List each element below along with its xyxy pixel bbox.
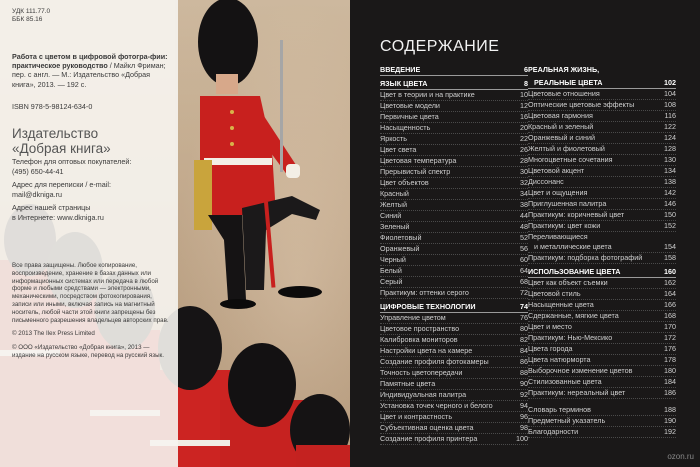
toc-entry-page: 92 <box>520 390 528 399</box>
toc-entry-page: 48 <box>520 222 528 231</box>
watermark: ozon.ru <box>667 452 694 461</box>
toc-entry[interactable] <box>380 313 528 324</box>
toc-entry[interactable] <box>380 211 528 222</box>
toc-entry-page: 34 <box>520 189 528 198</box>
toc-entry[interactable] <box>528 221 676 232</box>
toc-entry-title: Зеленый <box>380 222 410 231</box>
toc-entry-title: Желтый <box>380 200 407 209</box>
toc-entry-title: Управление цветом <box>380 313 446 322</box>
toc-entry[interactable] <box>380 390 528 401</box>
toc-entry[interactable] <box>380 189 528 200</box>
right-page <box>350 0 700 467</box>
toc-entry[interactable] <box>380 434 528 445</box>
toc-entry-page: 44 <box>520 211 528 220</box>
toc-entry-title: Памятные цвета <box>380 379 436 388</box>
toc-entry[interactable] <box>380 145 528 156</box>
toc-entry[interactable] <box>528 232 676 242</box>
toc-entry[interactable] <box>528 188 676 199</box>
toc-entry[interactable] <box>528 242 676 253</box>
toc-entry-title: Создание профиля фотокамеры <box>380 357 489 366</box>
toc-entry-title: Черный <box>380 255 406 264</box>
toc-entry[interactable] <box>380 123 528 134</box>
toc-column-1 <box>380 62 528 445</box>
toc-entry-page: 26 <box>520 145 528 154</box>
toc-entry-page: 186 <box>664 388 676 397</box>
toc-entry-title: Практикум: нереальный цвет <box>528 388 626 397</box>
toc-entry[interactable] <box>528 155 676 166</box>
rights-notice <box>12 262 172 366</box>
toc-entry-page: 104 <box>664 89 676 98</box>
classification-codes <box>12 8 50 24</box>
toc-entry[interactable] <box>380 200 528 211</box>
toc-entry-page: 22 <box>520 134 528 143</box>
toc-entry-page: 180 <box>664 366 676 375</box>
toc-entry[interactable] <box>380 101 528 112</box>
toc-entry-title: Цвет и место <box>528 322 572 331</box>
publisher-line-1: Издательство <box>12 126 99 141</box>
publisher-contacts <box>12 157 177 226</box>
toc-entry-title: Практикум: Нью-Мексико <box>528 333 613 342</box>
toc-entry-title: Цвета города <box>528 344 573 353</box>
toc-entry-title: Практикум: коричневый цвет <box>528 210 625 219</box>
toc-entry-title: Практикум: подборка фотографий <box>528 253 643 262</box>
toc-entry-title: ЯЗЫК ЦВЕТА <box>380 79 428 88</box>
toc-entry[interactable] <box>380 112 528 123</box>
toc-entry[interactable] <box>528 289 676 300</box>
toc-entry-title: Первичные цвета <box>380 112 439 121</box>
toc-entry-page: 32 <box>520 178 528 187</box>
toc-entry-title: Насыщенные цвета <box>528 300 594 309</box>
toc-entry-title: Цвет и контрастность <box>380 412 453 421</box>
toc-section-heading[interactable] <box>528 78 676 89</box>
toc-entry-page: 170 <box>664 322 676 331</box>
toc-entry-page: 146 <box>664 199 676 208</box>
toc-entry[interactable] <box>380 335 528 346</box>
toc-entry-title: Фиолетовый <box>380 233 422 242</box>
toc-entry-page: 64 <box>520 266 528 275</box>
toc-entry-page: 184 <box>664 377 676 386</box>
rights-text: Все права защищены. Любое копирование, воспроизведение, хранение в базах данных или информационных системах или передача в любой форме и любыми средствами — электронными, механическими, посредством фотокопирования, записи или иными, включая запись на магнитный носитель, любой части этой книги запрещены без письменного разрешения владельцев авторских прав. <box>12 262 169 324</box>
toc-entry[interactable] <box>380 324 528 335</box>
book-details: / Майкл Фриман; пер. с англ. — М.: Издательство «Добрая книга», 2013. — 192 с. <box>12 61 166 89</box>
toc-entry[interactable] <box>380 401 528 412</box>
toc-entry[interactable] <box>380 368 528 379</box>
toc-entry-title: Цвет в теории и на практике <box>380 90 475 99</box>
toc-entry-title: Словарь терминов <box>528 405 591 414</box>
toc-entry-page: 68 <box>520 277 528 286</box>
toc-title: СОДЕРЖАНИЕ <box>380 38 500 55</box>
toc-entry-page: 20 <box>520 123 528 132</box>
toc-entry-title: Выборочное изменение цветов <box>528 366 633 375</box>
toc-entry-page: 100 <box>516 434 528 443</box>
mail-label: Адрес для переписки / e-mail: <box>12 180 111 189</box>
toc-entry-page: 94 <box>520 401 528 410</box>
toc-entry[interactable] <box>528 166 676 177</box>
toc-entry-page: 74 <box>520 302 528 311</box>
toc-entry-title: Предметный указатель <box>528 416 606 425</box>
toc-entry[interactable] <box>528 278 676 289</box>
toc-entry-title: Цветовой стиль <box>528 289 581 298</box>
phone-number: (495) 650-44-41 <box>12 166 64 176</box>
toc-entry-title: Сдержанные, мягкие цвета <box>528 311 619 320</box>
toc-entry[interactable] <box>380 357 528 368</box>
toc-entry-title: РЕАЛЬНЫЕ ЦВЕТА <box>528 78 603 87</box>
toc-section-heading[interactable] <box>380 302 528 313</box>
toc-entry-page: 164 <box>664 289 676 298</box>
toc-entry-page: 122 <box>664 122 676 131</box>
toc-entry-title: Стилизованные цвета <box>528 377 602 386</box>
toc-entry-title: Цветовой акцент <box>528 166 585 175</box>
toc-entry-page: 124 <box>664 133 676 142</box>
toc-entry[interactable] <box>380 134 528 145</box>
toc-entry-title: Цветовое пространство <box>380 324 460 333</box>
toc-entry-page: 134 <box>664 166 676 175</box>
toc-entry-page: 162 <box>664 278 676 287</box>
toc-entry-title: Цветовая гармония <box>528 111 593 120</box>
toc-entry-page: 82 <box>520 335 528 344</box>
toc-entry-page: 116 <box>664 111 676 120</box>
toc-entry[interactable] <box>528 416 676 427</box>
toc-entry-page: 192 <box>664 427 676 436</box>
toc-section-heading[interactable] <box>380 65 528 76</box>
toc-entry-title: Цвета натюрморта <box>528 355 591 364</box>
toc-entry[interactable] <box>528 89 676 100</box>
toc-entry[interactable] <box>380 233 528 244</box>
toc-entry[interactable] <box>380 178 528 189</box>
toc-entry[interactable] <box>528 111 676 122</box>
toc-entry-page: 52 <box>520 233 528 242</box>
toc-entry[interactable] <box>380 222 528 233</box>
toc-entry[interactable] <box>528 377 676 388</box>
toc-entry[interactable] <box>380 266 528 277</box>
toc-entry[interactable] <box>380 156 528 167</box>
toc-entry-title: Прерывистый спектр <box>380 167 451 176</box>
isbn: ISBN 978-5-98124-634-0 <box>12 102 93 111</box>
toc-entry-page: 128 <box>664 144 676 153</box>
toc-entry-title: Цветовые модели <box>380 101 440 110</box>
toc-entry-page: 160 <box>664 267 676 276</box>
publisher-line-2: «Добрая книга» <box>12 141 111 156</box>
toc-entry-page: 108 <box>664 100 676 109</box>
toc-entry-page: 158 <box>664 253 676 262</box>
toc-entry-title: Диссонанс <box>528 177 564 186</box>
toc-entry-page: 86 <box>520 357 528 366</box>
toc-entry-page: 38 <box>520 200 528 209</box>
toc-entry[interactable] <box>380 288 528 299</box>
toc-entry-title: ЦИФРОВЫЕ ТЕХНОЛОГИИ <box>380 302 476 311</box>
toc-entry-title: Практикум: оттенки серого <box>380 288 469 297</box>
toc-entry[interactable] <box>528 133 676 144</box>
toc-entry-title: РЕАЛЬНАЯ ЖИЗНЬ, <box>528 65 600 74</box>
toc-entry-page: 88 <box>520 368 528 377</box>
toc-entry-title: Серый <box>380 277 403 286</box>
toc-entry-page: 138 <box>664 177 676 186</box>
toc-entry-title: Оптические цветовые эффекты <box>528 100 635 109</box>
toc-entry-title: Настройки цвета на камере <box>380 346 473 355</box>
toc-entry-page: 166 <box>664 300 676 309</box>
toc-entry-page: 6 <box>524 65 528 74</box>
toc-entry-page: 188 <box>664 405 676 414</box>
toc-entry-title: Установка точек черного и белого <box>380 401 493 410</box>
toc-entry-title: ВВЕДЕНИЕ <box>380 65 421 74</box>
toc-section-heading[interactable] <box>380 79 528 90</box>
toc-entry[interactable] <box>528 199 676 210</box>
toc-entry-title: Калибровка мониторов <box>380 335 458 344</box>
publisher-name <box>12 126 111 156</box>
toc-entry-page: 152 <box>664 221 676 230</box>
bibliographic-record <box>12 52 172 89</box>
toc-entry-page: 172 <box>664 333 676 342</box>
toc-entry-title: Синий <box>380 211 402 220</box>
toc-entry[interactable] <box>528 355 676 366</box>
toc-entry[interactable] <box>380 277 528 288</box>
toc-entry-page: 98 <box>520 423 528 432</box>
toc-entry-page: 154 <box>664 242 676 251</box>
marching-guard <box>180 0 350 310</box>
toc-entry[interactable] <box>528 144 676 155</box>
toc-entry-title: Приглушенная палитра <box>528 199 607 208</box>
toc-entry-title: и металлические цвета <box>528 242 612 251</box>
toc-entry-title: Цветовая температура <box>380 156 457 165</box>
toc-entry-page: 10 <box>520 90 528 99</box>
toc-entry-title: Белый <box>380 266 402 275</box>
email-address: mail@dkniga.ru <box>12 189 63 199</box>
toc-entry-title: Красный <box>380 189 409 198</box>
bbk-code: ББК 85.16 <box>12 16 43 23</box>
toc-entry-title: Точность цветопередачи <box>380 368 463 377</box>
toc-entry[interactable] <box>380 255 528 266</box>
toc-entry-page: 8 <box>524 79 528 88</box>
toc-entry-page: 130 <box>664 155 676 164</box>
copyright-ilex: © 2013 The Ilex Press Limited <box>12 330 95 338</box>
toc-entry-page: 84 <box>520 346 528 355</box>
toc-entry-title: Цвет объектов <box>380 178 429 187</box>
book-title: Работа с цветом в цифровой фотогра-фии: практическое руководство <box>12 52 168 71</box>
toc-entry-title: Насыщенность <box>380 123 431 132</box>
phone-label: Телефон для оптовых покупателей: <box>12 157 132 166</box>
website: в Интернете: www.dkniga.ru <box>12 212 104 222</box>
toc-entry[interactable] <box>380 423 528 434</box>
toc-entry-title: Желтый и фиолетовый <box>528 144 605 153</box>
toc-entry[interactable] <box>528 388 676 399</box>
toc-entry-title: Благодарности <box>528 427 579 436</box>
copyright-dobraya-kniga: © ООО «Издательство «Добрая книга», 2013 — издание на русском языке, перевод на русский язык. <box>12 344 164 359</box>
toc-entry[interactable] <box>528 177 676 188</box>
web-label: Адрес нашей страницы <box>12 203 91 212</box>
toc-entry-title: Индивидуальная палитра <box>380 390 467 399</box>
toc-entry-title: Оранжевый <box>380 244 420 253</box>
toc-entry[interactable] <box>528 100 676 111</box>
toc-entry-title: Создание профиля принтера <box>380 434 478 443</box>
toc-entry[interactable] <box>528 344 676 355</box>
toc-column-2 <box>528 62 676 438</box>
toc-entry-page: 76 <box>520 313 528 322</box>
toc-entry-page: 96 <box>520 412 528 421</box>
toc-entry[interactable] <box>528 253 676 264</box>
toc-entry[interactable] <box>528 122 676 133</box>
imprint-panel <box>0 0 178 467</box>
toc-entry-title: Красный и зеленый <box>528 122 594 131</box>
toc-entry[interactable] <box>528 366 676 377</box>
toc-entry-page: 150 <box>664 210 676 219</box>
toc-entry-title: Цвет как объект съемки <box>528 278 608 287</box>
toc-entry[interactable] <box>380 412 528 423</box>
toc-entry[interactable] <box>528 300 676 311</box>
toc-entry-page: 176 <box>664 344 676 353</box>
toc-entry-page: 16 <box>520 112 528 121</box>
toc-entry-title: Практикум: цвет кожи <box>528 221 601 230</box>
toc-entry[interactable] <box>380 167 528 178</box>
toc-entry-title: Цвет и ощущения <box>528 188 588 197</box>
toc-entry-title: Субъективная оценка цвета <box>380 423 474 432</box>
toc-entry-title: ИСПОЛЬЗОВАНИЕ ЦВЕТА <box>528 267 621 276</box>
toc-entry[interactable] <box>528 322 676 333</box>
toc-entry[interactable] <box>528 333 676 344</box>
toc-entry[interactable] <box>528 311 676 322</box>
toc-entry-title: Цветовые отношения <box>528 89 600 98</box>
toc-entry[interactable] <box>528 210 676 221</box>
toc-entry-page: 142 <box>664 188 676 197</box>
toc-section-heading[interactable] <box>528 267 676 278</box>
toc-entry-page: 12 <box>520 101 528 110</box>
toc-entry-page: 102 <box>664 78 676 87</box>
toc-entry-page: 30 <box>520 167 528 176</box>
toc-entry-page: 90 <box>520 379 528 388</box>
toc-entry-title: Многоцветные сочетания <box>528 155 613 164</box>
toc-entry-title: Цвет света <box>380 145 417 154</box>
toc-entry[interactable] <box>380 346 528 357</box>
toc-entry[interactable] <box>380 379 528 390</box>
toc-entry[interactable] <box>380 90 528 101</box>
toc-entry-page: 178 <box>664 355 676 364</box>
toc-entry-page: 56 <box>520 244 528 253</box>
toc-entry[interactable] <box>528 405 676 416</box>
toc-section-heading[interactable] <box>528 65 676 75</box>
toc-entry-title: Яркость <box>380 134 408 143</box>
udk-code: УДК 111.77.0 <box>12 8 51 15</box>
toc-entry-page: 168 <box>664 311 676 320</box>
toc-entry[interactable] <box>380 244 528 255</box>
toc-entry-page: 190 <box>664 416 676 425</box>
toc-entry-page: 60 <box>520 255 528 264</box>
toc-entry-page: 28 <box>520 156 528 165</box>
toc-entry-title: Переливающиеся <box>528 232 588 241</box>
toc-entry-page: 72 <box>520 288 528 297</box>
toc-entry-title: Оранжевый и синий <box>528 133 595 142</box>
toc-entry-page <box>672 232 676 242</box>
toc-entry[interactable] <box>528 427 676 438</box>
toc-entry-page <box>672 65 676 75</box>
toc-entry-page: 80 <box>520 324 528 333</box>
